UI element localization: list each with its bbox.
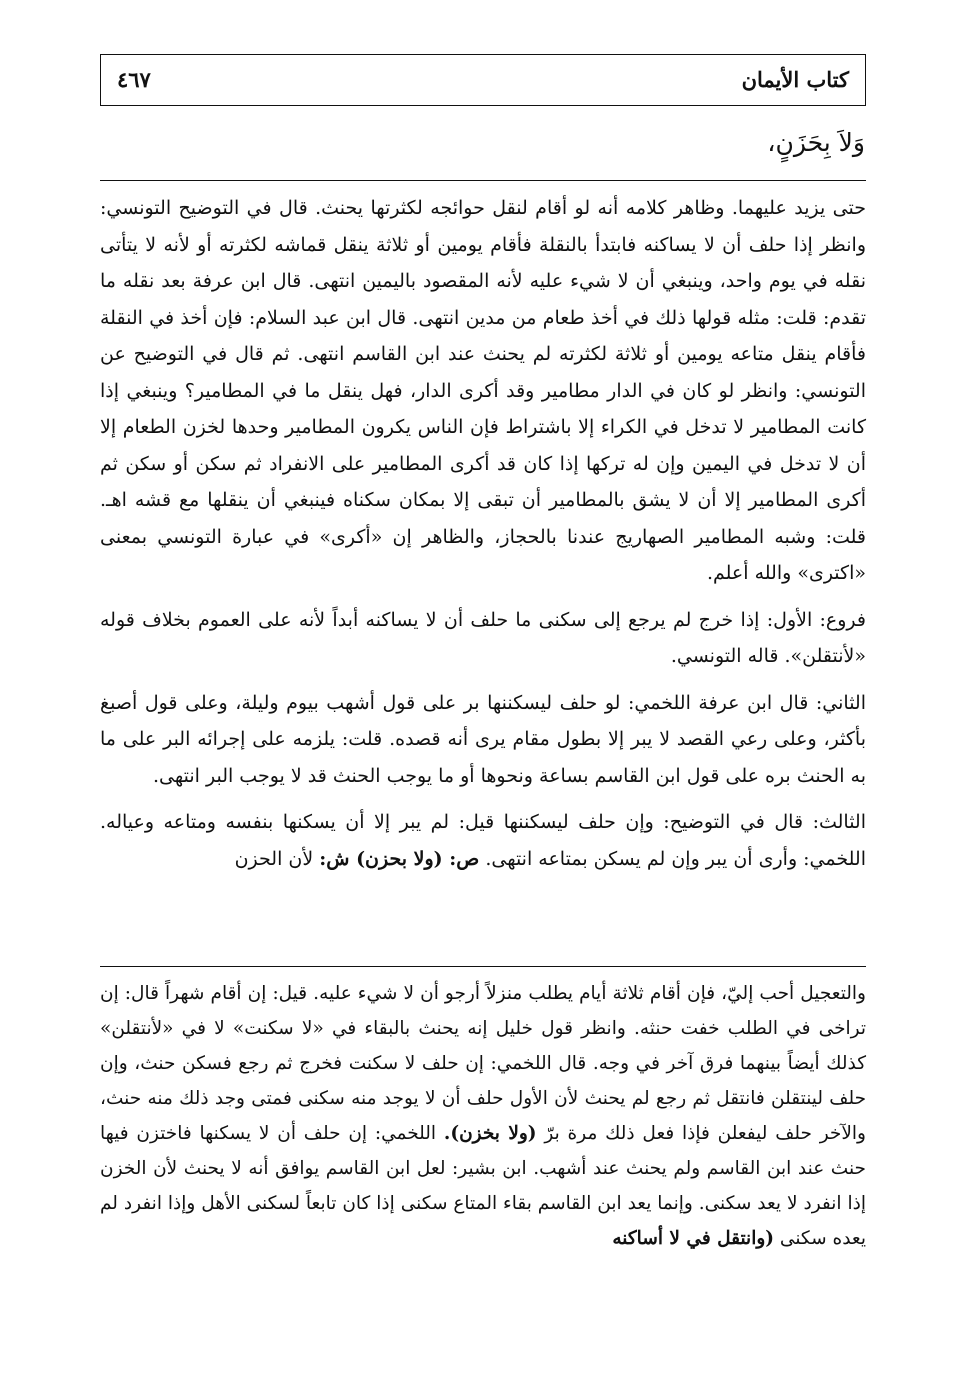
footnote-paragraph [100,976,866,1256]
commentary-body [100,190,866,877]
page-number: ٤٦٧ [117,67,151,92]
footnote-matn-2: (وانتقل في لا أساكنه [612,1228,775,1249]
footnote-matn-1: (ولا بخزن). [443,1123,537,1144]
footnote-text: والتعجيل أحب إليّ، فإن أقام ثلاثة أيام يطلب منزلاً أرجو أن لا شيء عليه. قيل: إن أقام شهراً قال: إن تراخى في الطلب خفت حنثه. وانظر قول خليل إنه يحنث بالبقاء في «لا سكنت» لا في «لأنتقلن» كذلك أيضاً بينهما فرق آخر في وجه. قال اللخمي: إن حلف لا سكنت فخرج ثم رجع فسكن حنث، وإن حلف لينتقلن فانتقل ثم رجع لم يحنث لأن الأول حلف أن لا يوجد منه سكنى فمتى وجد ذلك منه حنث، والآخر حلف ليفعلن فإذا فعل ذلك مرة برّ [100,983,866,1144]
body-paragraph: فروع: الأول: إذا خرج لم يرجع إلى سكنى ما حلف أن لا يساكنه أبداً لأنه على العموم بخلاف قوله «لأنتقلن». قاله التونسي. [100,608,866,667]
footnote-text-2: اللخمي: إن حلف أن لا يسكنها فاختزن فيها حنث عند ابن القاسم ولم يحنث عند أشهب. ابن بشير: لعل ابن القاسم يوافق أنه لا يحنث لأن الخزن إذا انفرد لا يعد سكنى. وإنما يعد ابن القاسم بقاء المتاع سكنى إذا كان تابعاً لسكنى الأهل وإذا انفرد لم يعده سكنى [100,1123,866,1249]
body-text-tail: لأن الحزن [234,847,314,870]
page-header [100,54,866,106]
body-text: الثالث: قال في التوضيح: وإن حلف ليسكننها قيل: لم يبر إلا أن يسكنها بنفسه ومتاعه وعياله. اللخمي: وأرى أن يبر وإن لم يسكن بمتاعه انتهى. [100,811,867,870]
body-paragraph-last [100,804,866,877]
body-paragraph: الثاني: قال ابن عرفة اللخمي: لو حلف ليسكننها بر على قول أشهب بيوم وليلة، وعلى قول أصبغ بأكثر، وعلى رعي القصد لا يبر إلا بطول مقام يرى أنه قصده. قلت: يلزمه على إجرائه البر على ما به الحنث بره على قول ابن القاسم بساعة ونحوها أو ما يوجب الحنث قد لا يوجب البر انتهى. [100,691,866,787]
divider-top [100,180,866,181]
chapter-title: كتاب الأيمان [741,67,849,92]
lower-commentary [100,976,866,1256]
body-paragraph: حتى يزيد عليهما. وظاهر كلامه أنه لو أقام لنقل حوائجه لكثرتها يحنث. قال في التوضيح التونسي: وانظر إذا حلف أن لا يساكنه فابتدأ بالنقلة فأقام يومين أو ثلاثة ينقل قماشه لكثرته أو لأنه لا يتأتى نقله في يوم واحد، وينبغي أن لا شيء عليه لأنه المقصود باليمين انتهى. قال ابن عرفة بعد نقله ما تقدم: قلت: مثله قولها ذلك في أخذ طعام من مدين انتهى. قال ابن عبد السلام: فإن أخذ في النقلة فأقام ينقل متاعه يومين أو ثلاثة لكثرته لم يحنث عند ابن القاسم انتهى. ثم قال في التوضيح عن التونسي: وانظر لو كان في الدار مطامير وقد أكرى الدار، فهل ينقل ما في المطامير؟ وينبغي إذا كانت المطامير لا تدخل في الكراء إلا باشتراط فإن الناس يكرون المطامير وحدها لخزن الطعام إلا أن لا تدخل في اليمين وإن له تركها إذا كان قد أكرى المطامير على الانفراد ثم سكن أو سكن ثم أكرى المطامير إلا أن لا يشق بالمطامير أن تبقى إلا بمكان سكناه فينبغي أن ينقلها مع قشه اهـ. قلت: وشبه المطامير الصهاريج عندنا بالحجاز، والظاهر إن «أكرى» في عبارة التونسي بمعنى «اكترى» والله أعلم. [100,197,866,584]
divider-bottom [100,966,866,967]
matn-marker: ص: (ولا بحزن) ش: [319,847,480,870]
matn-verse: وَلاَ بِحَزَنٍ، [767,128,865,157]
